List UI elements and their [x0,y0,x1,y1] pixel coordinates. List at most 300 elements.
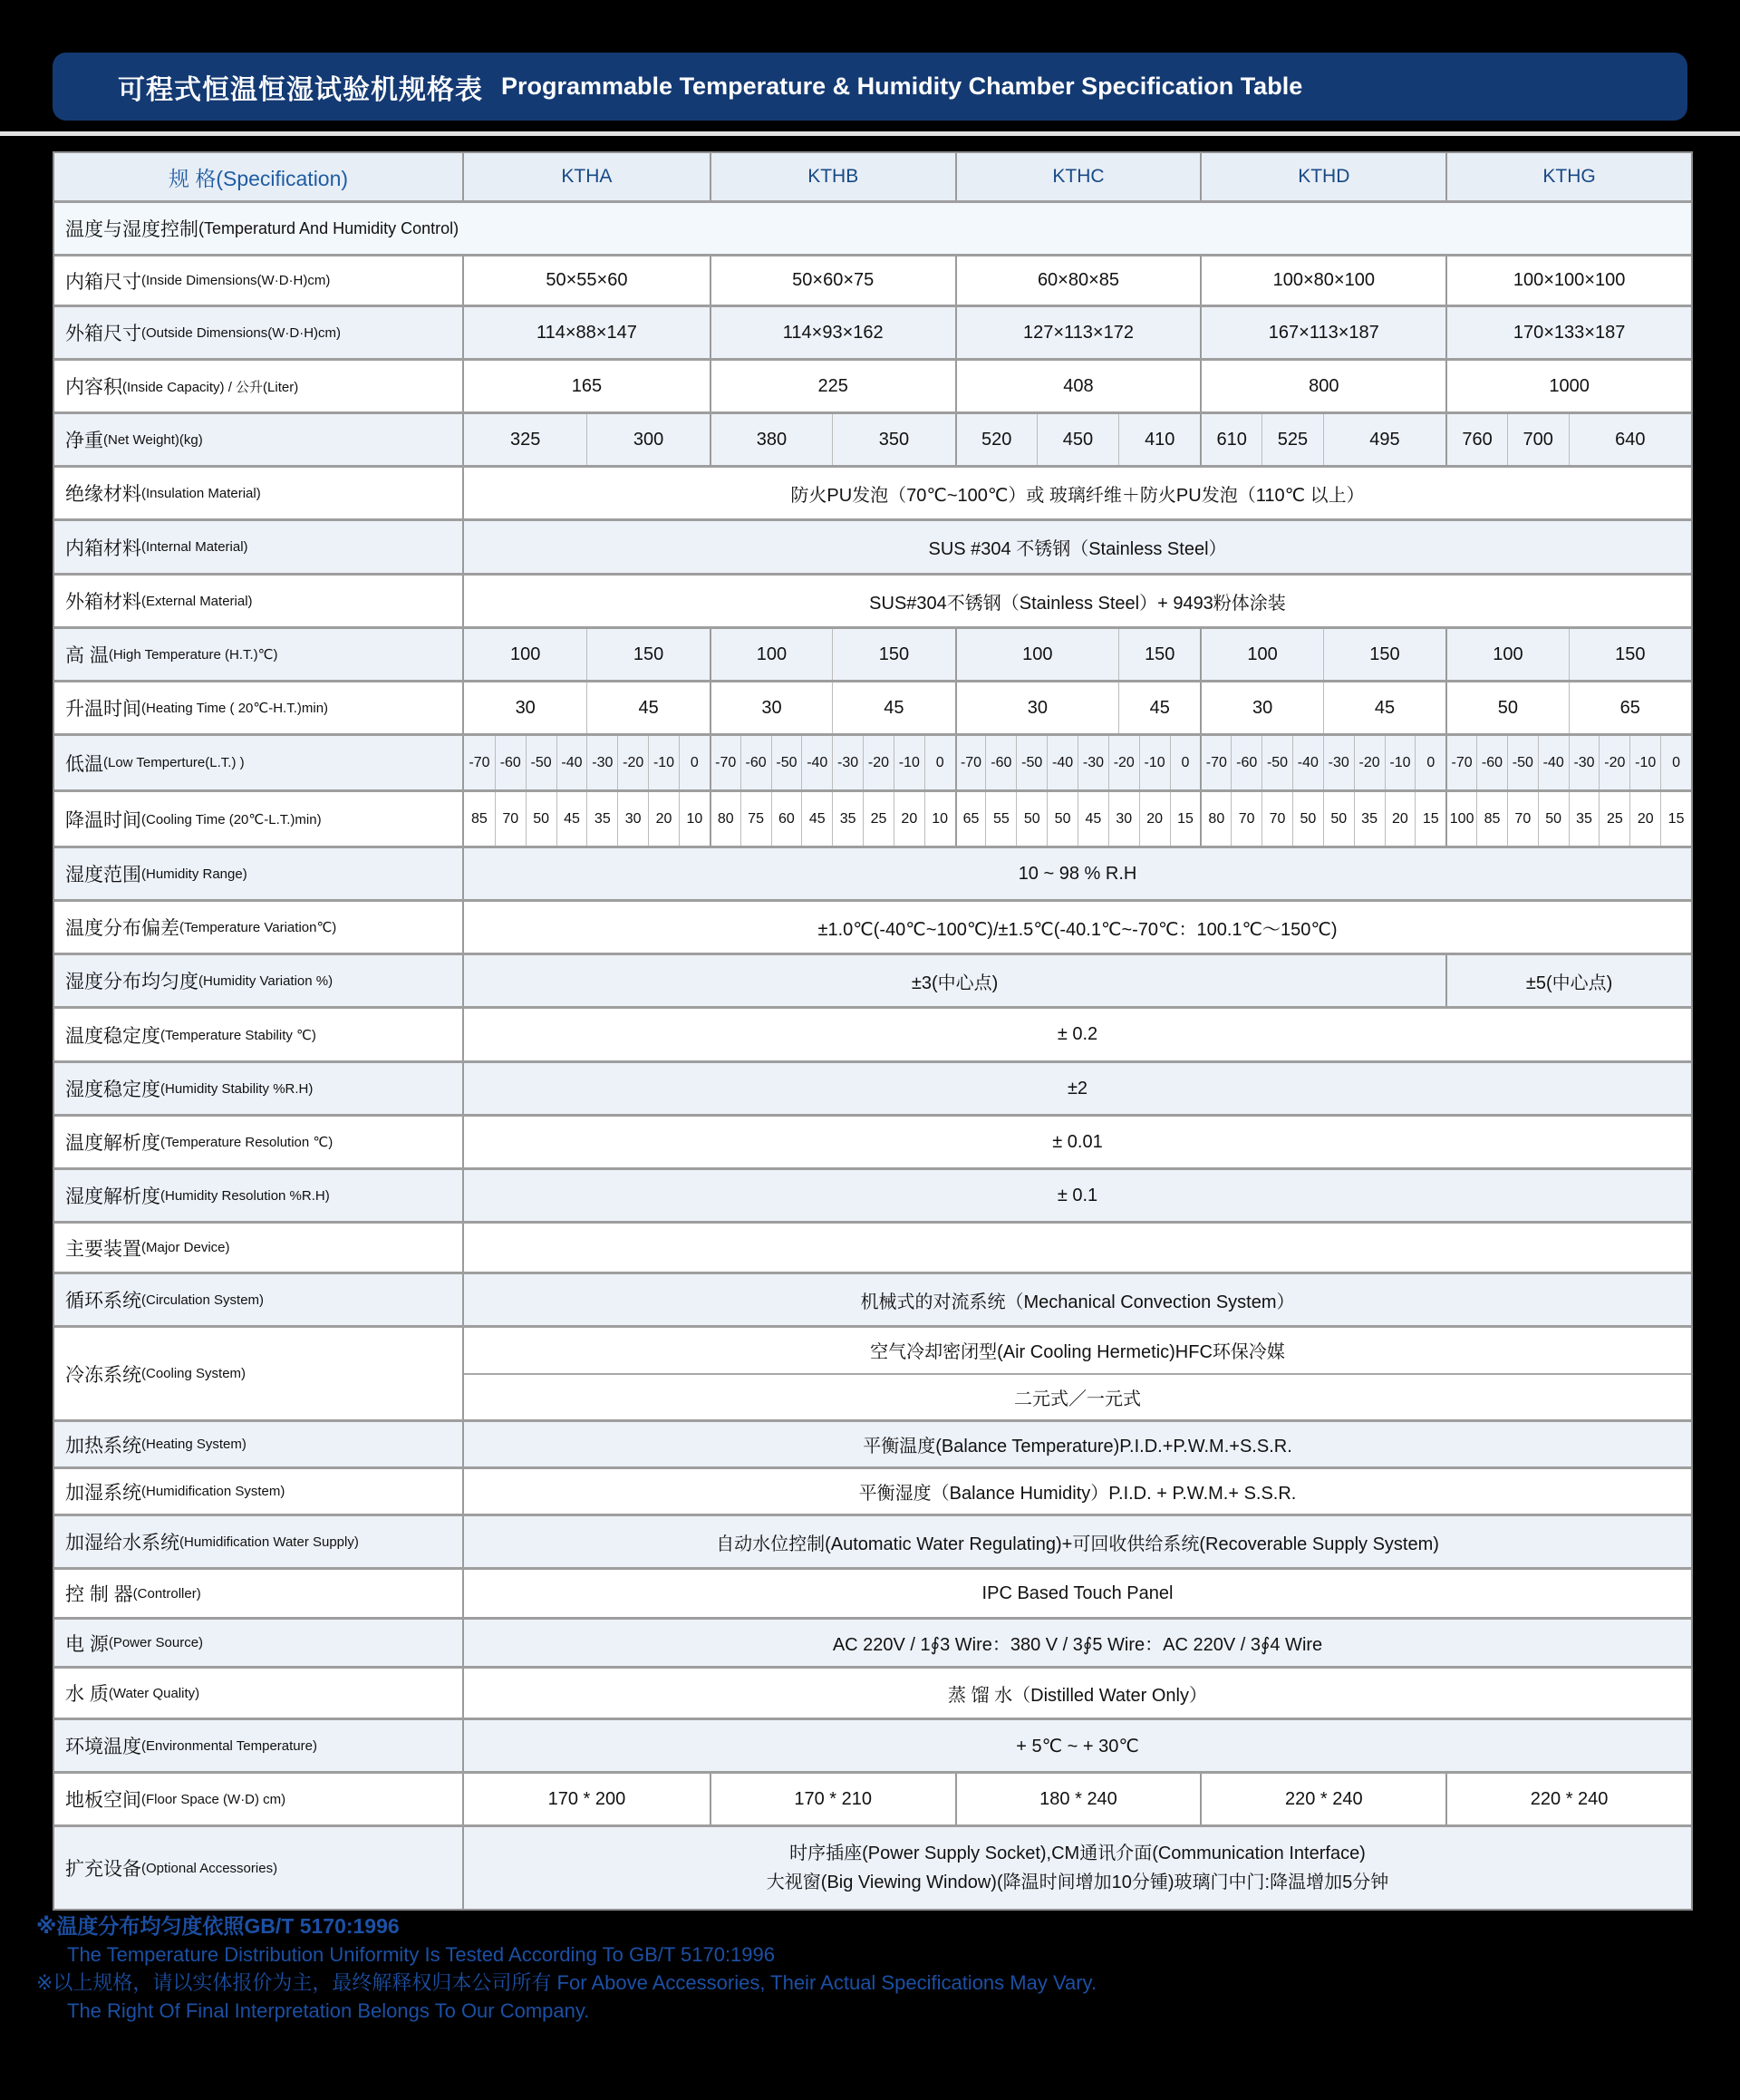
row-label-zh: 温度稳定度 [65,1025,160,1047]
row-label [54,256,464,305]
row-value: ± 0.1 [1057,1185,1098,1205]
value-cell: -60 [985,736,1016,789]
row-internal-material [54,518,1691,573]
section-label-zh: 温度与湿度控制 [65,219,198,240]
row-label-en: (Humidity Range) [141,866,247,882]
value-cell: 495 [1323,414,1445,465]
row-label-zh: 内箱尺寸 [65,271,141,293]
row-circulation-system [54,1272,1691,1325]
value-cell: -50 [771,736,802,789]
row-label-zh: 温度分布偏差 [65,918,179,939]
row-controller [54,1567,1691,1617]
value-cell: 20 [648,792,679,846]
row-value: 蒸 馏 水（Distilled Water Only） [948,1685,1207,1706]
row-label-en: (Controller) [132,1585,201,1602]
value-cell: 1000 [1445,361,1691,411]
value-cell: -50 [1507,736,1538,789]
value-cell: 100×80×100 [1200,256,1445,305]
value-cell: -60 [495,736,526,789]
value-cell: 0 [924,736,955,789]
row-value: ± 0.01 [1052,1131,1103,1152]
row-value: 平衡温度(Balance Temperature)P.I.D.+P.W.M.+S.S.R. [863,1437,1292,1456]
row-label-en: (Heating System) [141,1437,246,1452]
row-label-zh: 加湿给水系统 [65,1533,179,1553]
row-label [54,848,464,899]
row-label-zh: 降温时间 [65,809,141,831]
value-cell: 35 [1569,792,1600,846]
header-model-cell: KTHG [1445,153,1691,200]
value-cell: -50 [1262,736,1292,789]
row-humidity-stability [54,1060,1691,1114]
value-cell: 100 [1445,629,1568,680]
row-label-en: (Water Quality) [108,1685,200,1701]
row-label [54,1170,464,1221]
section-label-en: (Temperaturd And Humidity Control) [198,218,459,237]
row-label-zh: 外箱尺寸 [65,324,141,344]
row-label-en: (Outside Dimensions(W·D·H)cm) [141,324,342,341]
row-label [54,955,464,1006]
value-cell: -20 [1108,736,1139,789]
value-cell: 15 [1415,792,1445,846]
value-cell: -50 [526,736,556,789]
row-label [54,1274,464,1325]
row-label [54,1774,464,1824]
row-value: ±2 [1067,1078,1088,1098]
header-model-cell: KTHA [561,166,613,187]
value-cell: 45 [832,682,954,733]
row-value: 防火PU发泡（70℃~100℃）或 玻璃纤维＋防火PU发泡（110℃ 以上） [790,485,1365,506]
row-label-zh: 内容积 [65,377,122,398]
value-cell: 55 [985,792,1016,846]
value-cell: 60 [771,792,802,846]
row-value: 机械式的对流系统（Mechanical Convection System） [860,1292,1295,1312]
table-header-row [54,153,1691,200]
row-label [54,1827,464,1909]
value-cell: 20 [894,792,924,846]
row-environmental-temperature [54,1718,1691,1771]
value-cell: -20 [1354,736,1385,789]
value-cell: 45 [801,792,832,846]
row-optional-accessories [54,1824,1691,1909]
value-cell: 150 [1118,629,1200,680]
value-cell: -10 [1629,736,1660,789]
value-cell: 127×113×172 [955,307,1201,358]
row-label-zh: 湿度范围 [65,865,141,885]
value-cell: -50 [1016,736,1047,789]
footnote-4: The Right Of Final Interpretation Belongs To Our Company. [67,1999,590,2022]
value-cell: 640 [1569,414,1691,465]
value-cell: 20 [1629,792,1660,846]
row-value [464,1224,1691,1272]
row-values [464,414,1691,465]
row-label-zh: 环境温度 [65,1737,141,1757]
value-cell: 50 [1016,792,1047,846]
row-label-en: (High Temperature (H.T.)℃) [108,647,278,663]
row-label [54,1516,464,1567]
row-label-zh: 水 质 [65,1684,109,1705]
row-label [54,736,464,789]
value-cell: 85 [1476,792,1507,846]
cooling-system-line-2: 二元式／一元式 [464,1373,1691,1420]
row-label [54,1570,464,1617]
title-divider [0,131,1740,136]
value-cell: 100 [510,644,541,664]
row-label [54,1469,464,1514]
value-cell: 10 [924,792,955,846]
value-cell: -40 [801,736,832,789]
row-value: SUS #304 不锈钢（Stainless Steel） [928,539,1227,559]
row-label-en: (Optional Accessories) [141,1860,278,1876]
row-net-weight [54,411,1691,465]
accessories-line-1: 时序插座(Power Supply Socket),CM通讯介面(Communication Interface) [789,1844,1366,1863]
value-cell: -10 [1385,736,1416,789]
row-label-zh: 外箱材料 [65,592,141,613]
row-label [54,521,464,573]
value-cell: 100 [1200,629,1322,680]
row-cooling-system [54,1325,1691,1419]
row-label-zh: 扩充设备 [65,1859,141,1880]
row-label [54,1669,464,1718]
row-temperature-resolution [54,1114,1691,1167]
value-cell: 50×60×75 [710,256,955,305]
row-values [464,1328,1691,1419]
title-bar [53,53,1687,121]
row-major-device [54,1221,1691,1272]
value-cell: 35 [586,792,617,846]
value-cell: 45 [586,682,709,733]
row-label-zh: 加湿系统 [65,1482,141,1504]
value-cell: 700 [1507,414,1569,465]
value-cell: 50×55×60 [546,270,628,290]
value-cell: 100 [710,629,832,680]
value-cell: -10 [648,736,679,789]
page-title-en: Programmable Temperature & Humidity Chamber Specification Table [501,73,1303,100]
row-value: SUS#304不锈钢（Stainless Steel）+ 9493粉体涂装 [869,593,1286,614]
value-cell: 70 [495,792,526,846]
value-cell: 80 [1200,792,1231,846]
page-title-zh: 可程式恒温恒湿试验机规格表 [118,74,483,105]
row-value: 10 ~ 98 % R.H [1018,863,1137,884]
value-cell: 220 * 240 [1200,1774,1445,1824]
row-label-zh: 升温时间 [65,699,141,720]
row-label-zh: 高 温 [65,645,109,666]
row-label [54,1422,464,1466]
value-cell: -30 [1078,736,1108,789]
value-cell: 20 [1385,792,1416,846]
value-cell: 70 [1231,792,1262,846]
value-cell: 65 [1569,682,1691,733]
header-model-cell: KTHB [710,153,955,200]
value-cell: 50 [526,792,556,846]
value-cell: -60 [1231,736,1262,789]
row-label-en: (Cooling System) [141,1366,246,1381]
row-label-en: (Humidity Resolution %R.H) [160,1187,330,1204]
row-label-en: (Insulation Material) [141,485,261,501]
row-label [54,576,464,626]
row-value: 自动水位控制(Automatic Water Regulating)+可回收供给系统(Recoverable Supply System) [716,1534,1439,1554]
row-heating-time [54,680,1691,733]
value-cell: 35 [832,792,863,846]
row-label-en: (Heating Time ( 20℃-H.T.)min) [141,701,329,716]
row-value: + 5℃ ~ + 30℃ [1016,1736,1139,1756]
value-cell: 50 [1323,792,1354,846]
value-cell: 50 [1538,792,1569,846]
row-label [54,1224,464,1272]
value-cell: 100 [1445,792,1476,846]
value-cell: 15 [1170,792,1201,846]
row-external-material [54,573,1691,626]
value-cell: 100×100×100 [1445,256,1691,305]
row-label-en: (Inside Capacity) / 公升(Liter) [122,379,299,395]
row-label-en: (Temperature Stability ℃) [160,1027,316,1043]
value-cell: 520 [955,414,1037,465]
value-cell: 70 [1262,792,1292,846]
row-label [54,1063,464,1114]
value-cell: 25 [863,792,894,846]
row-label-en: (Inside Dimensions(W·D·H)cm) [141,273,331,288]
value-cell: 180 * 240 [955,1774,1201,1824]
value-cell: -60 [1476,736,1507,789]
row-cooling-time [54,789,1691,846]
row-values [464,629,1691,680]
row-insulation-material [54,465,1691,518]
row-label [54,1009,464,1060]
value-cell: -40 [1538,736,1569,789]
value-cell: 150 [832,629,954,680]
header-spec-label: 规 格(Specification) [54,153,464,200]
row-values [464,955,1691,1006]
value-cell: 25 [1599,792,1629,846]
row-label-en: (Humidity Variation %) [198,973,334,989]
value-cell: -20 [617,736,648,789]
row-low-temperature [54,733,1691,789]
row-label-zh: 绝缘材料 [65,484,141,505]
value-cell: -70 [955,736,986,789]
value-cell: ±3(中心点) [911,973,999,993]
value-cell: 80 [710,792,740,846]
value-cell: 150 [586,629,709,680]
value-cell: -70 [1445,736,1476,789]
row-label-en: (Internal Material) [141,539,248,555]
header-model-cell: KTHD [1200,153,1445,200]
value-cell: 325 [510,429,541,450]
row-label-en: (Power Source) [108,1635,204,1650]
row-value: ± 0.2 [1057,1024,1098,1044]
value-cell: 150 [1323,629,1445,680]
row-value: AC 220V / 1∮3 Wire：380 V / 3∮5 Wire：AC 220V / 3∮4 Wire [832,1635,1323,1655]
value-cell: 50 [1047,792,1078,846]
value-cell: 50 [1292,792,1323,846]
row-floor-space [54,1771,1691,1824]
row-label-en: (Humidification Water Supply) [179,1534,359,1550]
row-label [54,902,464,953]
row-high-temperature [54,626,1691,680]
row-label-en: (Circulation System) [141,1292,265,1308]
row-label-zh: 循环系统 [65,1291,141,1311]
row-humidity-resolution [54,1167,1691,1221]
row-label-zh: 内箱材料 [65,537,141,559]
row-label-zh: 地板空间 [65,1790,141,1811]
value-cell: 30 [1108,792,1139,846]
row-outside-dimensions [54,305,1691,358]
value-cell: 610 [1200,414,1262,465]
row-label-en: (Temperature Resolution ℃) [160,1135,334,1150]
value-cell: 760 [1445,414,1507,465]
value-cell: 165 [571,375,603,396]
footnotes [36,1912,1097,2025]
row-label-en: (Temperature Variation℃) [179,920,337,935]
row-label-en: (Net Weight)(kg) [103,431,203,448]
row-heating-system [54,1419,1691,1466]
value-cell: 170×133×187 [1445,307,1691,358]
value-cell: 45 [1078,792,1108,846]
value-cell: 45 [1323,682,1445,733]
header-model-cells [464,153,1691,200]
row-label-zh: 主要装置 [65,1238,141,1260]
value-cell: -30 [586,736,617,789]
section-temp-humidity-control [54,200,1691,254]
value-cell: -30 [832,736,863,789]
row-label [54,1620,464,1666]
value-cell: 0 [1660,736,1691,789]
value-cell: 800 [1200,361,1445,411]
value-cell: -20 [863,736,894,789]
value-cell: 150 [1569,629,1691,680]
value-cell: -40 [1292,736,1323,789]
row-temperature-variation [54,899,1691,953]
row-values [464,361,1691,411]
value-cell: 410 [1118,414,1200,465]
value-cell: -60 [740,736,771,789]
row-label-zh: 湿度分布均匀度 [65,972,198,992]
value-cell: 30 [1200,682,1322,733]
row-label-en: (External Material) [141,593,253,609]
spec-table [53,151,1693,1911]
row-value [464,1827,1691,1909]
row-power-source [54,1617,1691,1666]
row-label-zh: 加热系统 [65,1435,141,1456]
value-cell: 114×93×162 [710,307,955,358]
header-model-cell: KTHC [955,153,1201,200]
row-label-zh: 温度解析度 [65,1133,160,1154]
row-values [464,736,1691,789]
value-cell: -70 [469,754,490,770]
row-values [464,1774,1691,1824]
row-label [54,414,464,465]
value-cell: 350 [832,414,954,465]
row-label [54,468,464,518]
row-label-en: (Environmental Temperature) [141,1737,317,1754]
row-values [464,256,1691,305]
row-label [54,629,464,680]
value-cell: -10 [894,736,924,789]
value-cell: 0 [679,736,710,789]
value-cell: 45 [1118,682,1200,733]
row-label-zh: 净重 [65,431,103,451]
row-label [54,307,464,358]
value-cell: -20 [1599,736,1629,789]
value-cell: -30 [1323,736,1354,789]
row-label-zh: 湿度稳定度 [65,1079,160,1100]
value-cell: 30 [955,682,1119,733]
row-label [54,792,464,846]
value-cell: 85 [471,810,488,827]
value-cell: 50 [1445,682,1568,733]
value-cell: 525 [1262,414,1323,465]
value-cell: 167×113×187 [1200,307,1445,358]
value-cell: 75 [740,792,771,846]
value-cell: -70 [1200,736,1231,789]
value-cell: 114×88×147 [536,322,637,343]
value-cell: 225 [710,361,955,411]
value-cell: -40 [556,736,587,789]
row-temperature-stability [54,1006,1691,1060]
row-values [464,307,1691,358]
value-cell: 408 [955,361,1201,411]
cooling-system-line-1: 空气冷却密闭型(Air Cooling Hermetic)HFC环保冷媒 [870,1342,1285,1363]
row-value: 平衡湿度（Balance Humidity）P.I.D. + P.W.M.+ S.S.R. [858,1484,1297,1504]
value-cell: 30 [515,697,536,718]
row-label-en: (Humidity Stability %R.H) [160,1080,314,1097]
row-values [464,792,1691,846]
row-label-zh: 电 源 [65,1633,109,1655]
accessories-line-2: 大视窗(Big Viewing Window)(降温时间增加10分锺)玻璃门中门:降温增加5分钟 [766,1873,1389,1892]
value-cell: 100 [955,629,1119,680]
row-inside-dimensions [54,254,1691,305]
value-cell: 30 [710,682,832,733]
row-humidification-water-supply [54,1514,1691,1567]
row-label-zh: 湿度解析度 [65,1186,160,1207]
value-cell: -10 [1139,736,1170,789]
value-cell: -70 [710,736,740,789]
footnote-3: ※以上规格，请以实体报价为主，最终解释权归本公司所有 For Above Accessories, Their Actual Specifications May Vary. [36,1971,1097,1994]
value-cell: 10 [679,792,710,846]
value-cell: 45 [556,792,587,846]
value-cell: -40 [1047,736,1078,789]
row-label [54,1328,464,1419]
row-label [54,682,464,733]
value-cell: ±5(中心点) [1445,955,1691,1006]
value-cell: 65 [955,792,986,846]
value-cell: 30 [617,792,648,846]
row-label-en: (Major Device) [141,1240,230,1255]
value-cell: -30 [1569,736,1600,789]
value-cell: 15 [1660,792,1691,846]
row-inside-capacity [54,358,1691,411]
row-values [464,682,1691,733]
row-humidity-range [54,846,1691,899]
row-label-en: (Cooling Time (20℃-L.T.)min) [141,811,322,827]
value-cell: 220 * 240 [1445,1774,1691,1824]
footnote-1: ※温度分布均匀度依照GB/T 5170:1996 [36,1914,400,1938]
footnote-2: The Temperature Distribution Uniformity Is Tested According To GB/T 5170:1996 [67,1943,775,1966]
value-cell: 0 [1170,736,1201,789]
value-cell: 20 [1139,792,1170,846]
row-label-zh: 低温 [65,753,103,775]
value-cell: 300 [586,414,709,465]
row-label-en: (Floor Space (W·D) cm) [141,1791,286,1807]
row-label [54,1720,464,1771]
row-value: IPC Based Touch Panel [981,1582,1174,1603]
value-cell: 70 [1507,792,1538,846]
row-label-zh: 控 制 器 [65,1584,133,1605]
row-label-en: (Low Temperture(L.T.) ) [103,755,245,770]
row-label-zh: 冷冻系统 [65,1364,141,1386]
value-cell: 170 * 200 [547,1788,626,1809]
value-cell: 170 * 210 [710,1774,955,1824]
row-label [54,361,464,411]
value-cell: 35 [1354,792,1385,846]
